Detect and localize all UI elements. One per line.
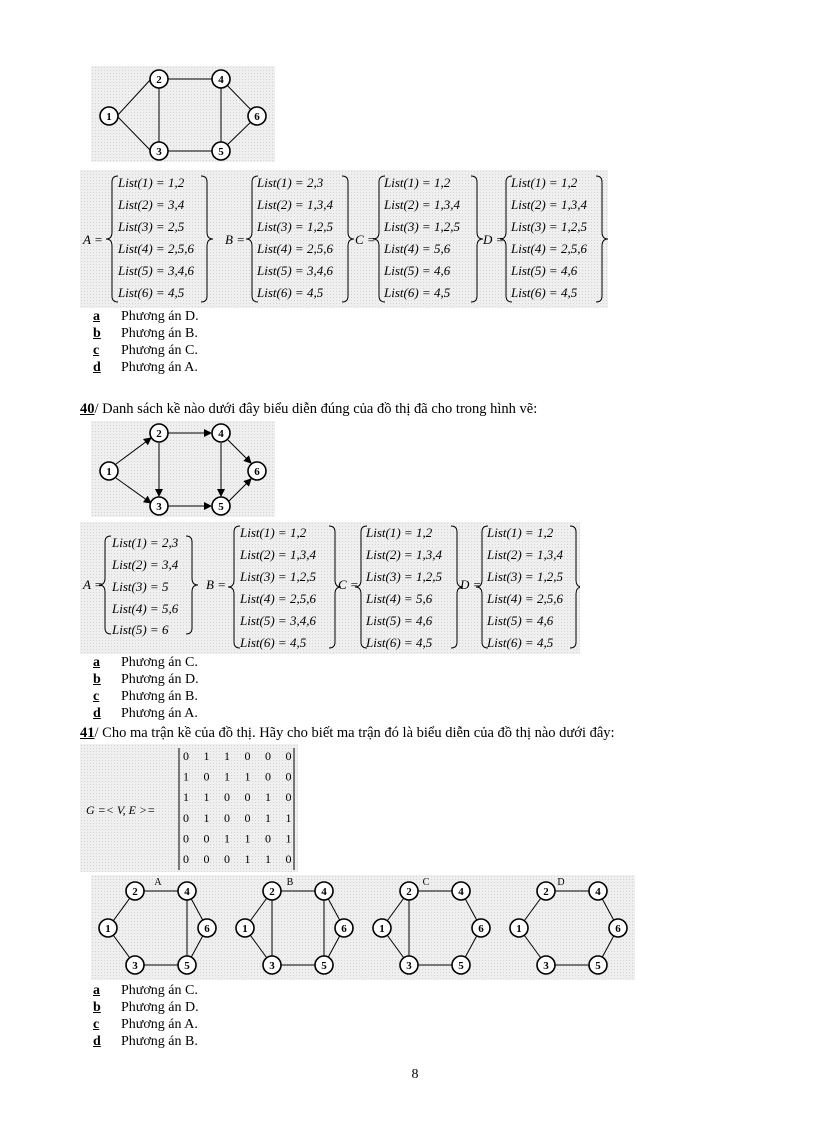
matrix-cell: 1 [265, 852, 271, 866]
matrix-cell: 0 [285, 769, 292, 784]
q40-graph-panel [91, 421, 275, 517]
node-5: 5 [218, 501, 224, 513]
matrix-cell: 0 [285, 749, 292, 763]
graph-node-label: 1 [105, 923, 111, 935]
matrix-cell: 0 [183, 810, 189, 825]
matrix-cell: 1 [224, 769, 230, 784]
q39-c-item: List(6) = 4,5 [384, 285, 451, 300]
matrix-cell: 0 [285, 790, 292, 805]
q40-a-item: List(5) = 6 [112, 622, 169, 637]
q39-d-item: List(3) = 1,2,5 [511, 219, 587, 234]
graph-node-label: 4 [184, 886, 190, 898]
graph-node-label: 4 [321, 886, 327, 898]
q41-number: 41 [80, 725, 95, 741]
q40-question [80, 400, 537, 418]
q40-a-item: List(4) = 5,6 [112, 601, 179, 616]
q40-list-a-label: A = [83, 577, 103, 592]
q39-b-item: List(3) = 1,2,5 [257, 219, 333, 234]
q40-list-b-label: B = [206, 577, 226, 592]
node-6: 6 [254, 111, 260, 123]
node-5: 5 [218, 146, 224, 158]
q40-option-d[interactable]: d Phương án A. [93, 706, 198, 721]
matrix-cell: 1 [244, 831, 251, 846]
matrix-cell: 1 [244, 769, 251, 784]
q39-option-a[interactable]: a Phương án D. [93, 309, 199, 324]
q40-d-item: List(3) = 1,2,5 [487, 569, 563, 584]
q39-lists-panel [80, 170, 608, 308]
q39-list-c-label: C = [355, 232, 376, 247]
graph-node-label: 2 [543, 886, 549, 898]
q40-c-item: List(1) = 1,2 [366, 525, 433, 540]
matrix-cell: 1 [244, 852, 251, 866]
q40-b-item: List(4) = 2,5,6 [240, 591, 316, 606]
graph-node-label: 3 [543, 960, 549, 972]
node-3: 3 [156, 501, 162, 513]
q41-option-c[interactable]: c Phương án A. [93, 1017, 198, 1032]
q40-list-d-label: D = [460, 577, 482, 592]
node-2: 2 [156, 428, 162, 440]
graph-label-c: C [422, 877, 430, 888]
q40-c-item: List(6) = 4,5 [366, 635, 433, 650]
graph-node-label: 1 [516, 923, 522, 935]
matrix-cell: 0 [244, 810, 251, 825]
q40-list-c-label: C = [338, 577, 359, 592]
q40-b-item: List(3) = 1,2,5 [240, 569, 316, 584]
q39-b-item: List(2) = 1,3,4 [257, 197, 333, 212]
graph-node-label: 4 [458, 886, 464, 898]
graph-node-label: 6 [204, 923, 210, 935]
graph-node-label: 3 [132, 960, 138, 972]
q39-a-item: List(2) = 3,4 [118, 197, 185, 212]
q39-d-item: List(6) = 4,5 [511, 285, 578, 300]
graph-node-label: 5 [184, 960, 190, 972]
q39-graph [91, 66, 275, 162]
q39-a-item: List(3) = 2,5 [118, 219, 185, 234]
matrix-cell: 1 [224, 831, 230, 846]
matrix-cell: 1 [203, 790, 210, 805]
node-6: 6 [254, 466, 260, 478]
q39-graph-panel [91, 66, 275, 162]
matrix-cell: 0 [183, 852, 189, 866]
q39-b-item: List(5) = 3,4,6 [257, 263, 333, 278]
q39-list-a-label: A = [83, 232, 103, 247]
graph-node-label: 5 [595, 960, 601, 972]
matrix-cell: 0 [203, 769, 210, 784]
q40-d-item: List(6) = 4,5 [487, 635, 554, 650]
q40-d-item: List(2) = 1,3,4 [487, 547, 563, 562]
graph-node-label: 1 [242, 923, 248, 935]
q39-a-item: List(6) = 4,5 [118, 285, 185, 300]
q40-c-item: List(3) = 1,2,5 [366, 569, 442, 584]
q40-option-c[interactable]: c Phương án B. [93, 689, 198, 704]
q39-b-item: List(4) = 2,5,6 [257, 241, 333, 256]
q41-option-b[interactable]: b Phương án D. [93, 1000, 199, 1015]
matrix-cell: 0 [203, 831, 210, 846]
q40-d-item: List(5) = 4,6 [487, 613, 554, 628]
graph-label-b: B [286, 877, 294, 888]
matrix-cell: 0 [224, 790, 230, 805]
page-number: 8 [411, 1067, 419, 1082]
q39-list-d-label: D = [483, 232, 505, 247]
q39-c-item: List(4) = 5,6 [384, 241, 451, 256]
matrix-cell: 0 [224, 810, 230, 825]
matrix-cell: 0 [183, 749, 189, 763]
matrix-cell: 1 [183, 790, 189, 805]
matrix-cell: 0 [244, 749, 251, 763]
q40-b-item: List(2) = 1,3,4 [240, 547, 316, 562]
q41-option-a[interactable]: a Phương án C. [93, 983, 198, 998]
matrix-cell: 1 [224, 749, 230, 763]
q40-text: / Danh sách kề nào dưới đây biểu diễn đúng của đồ thị đã cho trong hình vẽ: [94, 401, 538, 417]
q40-a-item: List(3) = 5 [112, 579, 169, 594]
q40-c-item: List(5) = 4,6 [366, 613, 433, 628]
q40-c-item: List(2) = 1,3,4 [366, 547, 442, 562]
q40-number: 40 [80, 401, 95, 417]
matrix-cell: 1 [265, 790, 271, 805]
matrix-cell: 0 [265, 769, 271, 784]
q41-matrix [80, 744, 298, 872]
node-2: 2 [156, 74, 162, 86]
graph-node-label: 5 [321, 960, 327, 972]
q40-b-item: List(1) = 1,2 [240, 525, 307, 540]
q41-option-d[interactable]: d Phương án B. [93, 1034, 198, 1049]
q39-a-item: List(5) = 3,4,6 [118, 263, 194, 278]
q39-c-item: List(5) = 4,6 [384, 263, 451, 278]
q39-option-c[interactable]: c Phương án C. [93, 343, 198, 358]
graph-node-label: 6 [341, 923, 347, 935]
graph-node-label: 2 [269, 886, 275, 898]
q41-matrix-panel [80, 744, 298, 872]
q40-b-item: List(5) = 3,4,6 [240, 613, 316, 628]
q39-b-item: List(6) = 4,5 [257, 285, 324, 300]
q39-c-item: List(1) = 1,2 [384, 175, 451, 190]
graph-node-label: 2 [406, 886, 412, 898]
q39-list-b-label: B = [225, 232, 245, 247]
matrix-cell: 0 [203, 852, 210, 866]
matrix-cell: 1 [285, 810, 292, 825]
graph-node-label: 3 [269, 960, 275, 972]
matrix-cell: 1 [285, 831, 292, 846]
graph-node-label: 3 [406, 960, 412, 972]
matrix-cell: 1 [203, 810, 210, 825]
q40-b-item: List(6) = 4,5 [240, 635, 307, 650]
graph-label-a: A [154, 877, 162, 888]
graph-node-label: 6 [478, 923, 484, 935]
matrix-cell: 1 [265, 810, 271, 825]
q39-option-d[interactable]: d Phương án A. [93, 360, 198, 375]
node-3: 3 [156, 146, 162, 158]
node-1: 1 [106, 466, 112, 478]
q40-graph [91, 421, 275, 517]
q40-d-item: List(4) = 2,5,6 [487, 591, 563, 606]
matrix-cell: 1 [183, 769, 189, 784]
matrix-cell: 0 [224, 852, 230, 866]
graph-label-d: D [557, 877, 565, 888]
q40-lists [80, 522, 580, 654]
q40-a-item: List(1) = 2,3 [112, 535, 179, 550]
graph-node-label: 6 [615, 923, 621, 935]
q39-d-item: List(5) = 4,6 [511, 263, 578, 278]
q40-d-item: List(1) = 1,2 [487, 525, 554, 540]
matrix-cell: 0 [265, 749, 271, 763]
q41-text: / Cho ma trận kề của đồ thị. Hãy cho biết ma trận đó là biểu diễn của đồ thị nào dưới đây: [94, 725, 615, 741]
matrix-cell: 0 [285, 852, 292, 866]
q40-a-item: List(2) = 3,4 [112, 557, 179, 572]
q39-c-item: List(3) = 1,2,5 [384, 219, 460, 234]
q40-lists-panel [80, 522, 580, 654]
q40-c-item: List(4) = 5,6 [366, 591, 433, 606]
node-1: 1 [106, 111, 112, 123]
q39-d-item: List(4) = 2,5,6 [511, 241, 587, 256]
q39-a-item: List(1) = 1,2 [118, 175, 185, 190]
q39-lists [80, 170, 608, 308]
q39-d-item: List(2) = 1,3,4 [511, 197, 587, 212]
q40-option-a[interactable]: a Phương án C. [93, 655, 198, 670]
matrix-cell: 0 [265, 831, 271, 846]
q41-question [80, 724, 615, 742]
q41-graphs-panel [91, 875, 635, 980]
graph-node-label: 1 [379, 923, 385, 935]
q41-matrix-label: G =< V, E >= [86, 803, 156, 817]
q39-b-item: List(1) = 2,3 [257, 175, 324, 190]
matrix-cell: 0 [183, 831, 189, 846]
q39-d-item: List(1) = 1,2 [511, 175, 578, 190]
q39-c-item: List(2) = 1,3,4 [384, 197, 460, 212]
graph-node-label: 5 [458, 960, 464, 972]
q41-graphs [91, 875, 635, 980]
node-4: 4 [218, 428, 224, 440]
matrix-cell: 0 [244, 790, 251, 805]
q40-option-b[interactable]: b Phương án D. [93, 672, 199, 687]
graph-node-label: 4 [595, 886, 601, 898]
q39-a-item: List(4) = 2,5,6 [118, 241, 194, 256]
q39-option-b[interactable]: b Phương án B. [93, 326, 198, 341]
matrix-cell: 1 [203, 749, 210, 763]
node-4: 4 [218, 74, 224, 86]
graph-node-label: 2 [132, 886, 138, 898]
